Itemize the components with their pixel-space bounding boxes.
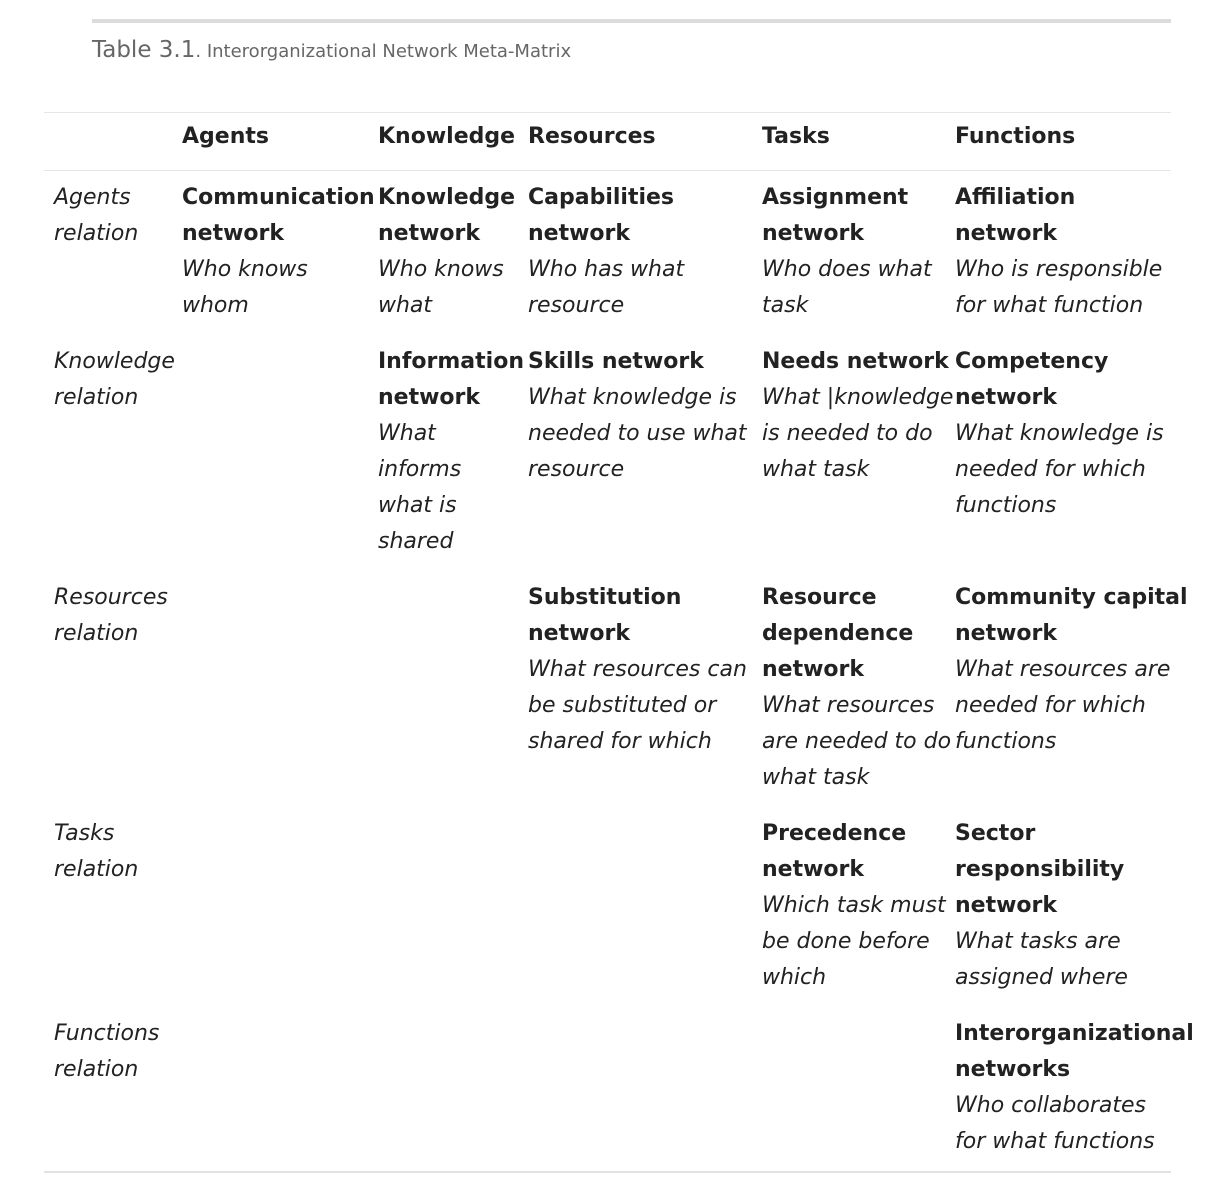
cell-resource-dependence-network [762, 580, 951, 796]
cell-description-line: is needed to do [762, 421, 933, 446]
row-label-knowledge: Knowledge relation [54, 349, 175, 410]
cell-description-line: What knowledge is [528, 385, 737, 410]
cell-title-line: Interorganizational [955, 1021, 1194, 1046]
cell-description-line: be done before [762, 929, 930, 954]
row-label-tasks: Tasks relation [54, 821, 139, 882]
cell-title-line: Capabilities [528, 185, 675, 210]
row-label-resources: Resources relation [54, 585, 168, 646]
cell-description-line: functions [955, 729, 1057, 754]
cell-description-line: What resources [762, 693, 935, 718]
cell-description-line: for what functions [955, 1129, 1155, 1154]
cell-title-line: Competency [955, 349, 1109, 374]
cell-description-line: assigned where [955, 965, 1128, 990]
cell-precedence-network [762, 816, 946, 996]
col-header-knowledge: Knowledge [378, 124, 516, 149]
header-bottom-rule [44, 170, 1171, 171]
cell-description-line: shared [378, 529, 454, 554]
cell-description-line: resource [528, 457, 625, 482]
cell-description-line: What tasks are [955, 929, 1121, 954]
col-header-tasks: Tasks [762, 124, 830, 149]
cell-description-line: what is [378, 493, 457, 518]
cell-description-line: Who knows [182, 257, 308, 282]
cell-description-line: What resources are [955, 657, 1171, 682]
cell-title-line: network [182, 221, 285, 246]
cell-title-line: Affiliation [955, 185, 1076, 210]
cell-description-line: Who has what [528, 257, 685, 282]
cell-title-line: network [955, 621, 1058, 646]
cell-title-line: network [955, 385, 1058, 410]
cell-substitution-network [528, 580, 747, 760]
cell-title-line: Skills network [528, 349, 704, 374]
row-label-functions: Functions relation [54, 1021, 160, 1082]
cell-title-line: networks [955, 1057, 1071, 1082]
cell-description-line: task [762, 293, 809, 318]
cell-description-line: be substituted or [528, 693, 717, 718]
cell-description-line: functions [955, 493, 1057, 518]
cell-interorganizational-networks [955, 1016, 1194, 1160]
cell-description-line: What knowledge is [955, 421, 1164, 446]
cell-title-line: Community capital [955, 585, 1188, 610]
cell-title-line: responsibility [955, 857, 1125, 882]
table-bottom-rule [44, 1171, 1171, 1173]
cell-title-line: network [762, 857, 865, 882]
cell-title-line: network [378, 221, 481, 246]
cell-information-network [378, 344, 524, 560]
cell-sector-responsibility-network [955, 816, 1128, 996]
cell-needs-network [762, 344, 953, 488]
cell-title-line: network [378, 385, 481, 410]
cell-community-capital-network [955, 580, 1188, 760]
cell-assignment-network [762, 180, 932, 324]
cell-description-line: needed to use what [528, 421, 747, 446]
cell-description-line: Who knows [378, 257, 504, 282]
cell-description-line: shared for which [528, 729, 712, 754]
cell-title-line: Information [378, 349, 524, 374]
cell-title-line: dependence [762, 621, 914, 646]
cell-title-line: network [955, 221, 1058, 246]
cell-description-line: resource [528, 293, 625, 318]
cell-description-line: needed for which [955, 457, 1146, 482]
cell-description-line: Who does what [762, 257, 932, 282]
cell-description-line: Who collaborates [955, 1093, 1146, 1118]
cell-description-line: What |knowledge [762, 385, 954, 410]
cell-communication-network [182, 180, 375, 324]
cell-title-line: Substitution [528, 585, 682, 610]
table-caption: Table 3.1. Interorganizational Network Meta-Matrix [92, 37, 572, 63]
cell-capabilities-network [528, 180, 684, 324]
col-header-functions: Functions [955, 124, 1076, 149]
cell-description-line: whom [182, 293, 249, 318]
caption-title: Interorganizational Network Meta-Matrix [206, 41, 572, 62]
cell-affiliation-network [955, 180, 1162, 324]
cell-title-line: Assignment [762, 185, 909, 210]
cell-description-line: for what function [955, 293, 1144, 318]
cell-description-line: are needed to do [762, 729, 952, 754]
cell-title-line: Sector [955, 821, 1036, 846]
cell-description-line: what [378, 293, 433, 318]
row-label-agents: Agents relation [54, 185, 139, 246]
col-header-agents: Agents [182, 124, 269, 149]
cell-title-line: Precedence [762, 821, 907, 846]
cell-knowledge-network [378, 180, 515, 324]
cell-skills-network [528, 344, 747, 488]
cell-description-line: Who is responsible [955, 257, 1163, 282]
caption-number: Table 3.1 [92, 37, 196, 63]
cell-title-line: Needs network [762, 349, 949, 374]
cell-title-line: network [762, 221, 865, 246]
cell-title-line: network [528, 221, 631, 246]
cell-title-line: network [528, 621, 631, 646]
cell-title-line: network [955, 893, 1058, 918]
cell-description-line: informs [378, 457, 462, 482]
cell-title-line: Resource [762, 585, 877, 610]
cell-description-line: which [762, 965, 827, 990]
cell-competency-network [955, 344, 1164, 524]
col-header-resources: Resources [528, 124, 656, 149]
cell-description-line: what task [762, 457, 870, 482]
cell-title-line: network [762, 657, 865, 682]
cell-title-line: Knowledge [378, 185, 516, 210]
cell-title-line: Communication [182, 185, 375, 210]
cell-description-line: What resources can [528, 657, 747, 682]
caption-rule [92, 19, 1171, 23]
cell-description-line: What [378, 421, 436, 446]
cell-description-line: what task [762, 765, 870, 790]
header-top-rule [44, 112, 1171, 113]
cell-description-line: Which task must [762, 893, 946, 918]
cell-description-line: needed for which [955, 693, 1146, 718]
